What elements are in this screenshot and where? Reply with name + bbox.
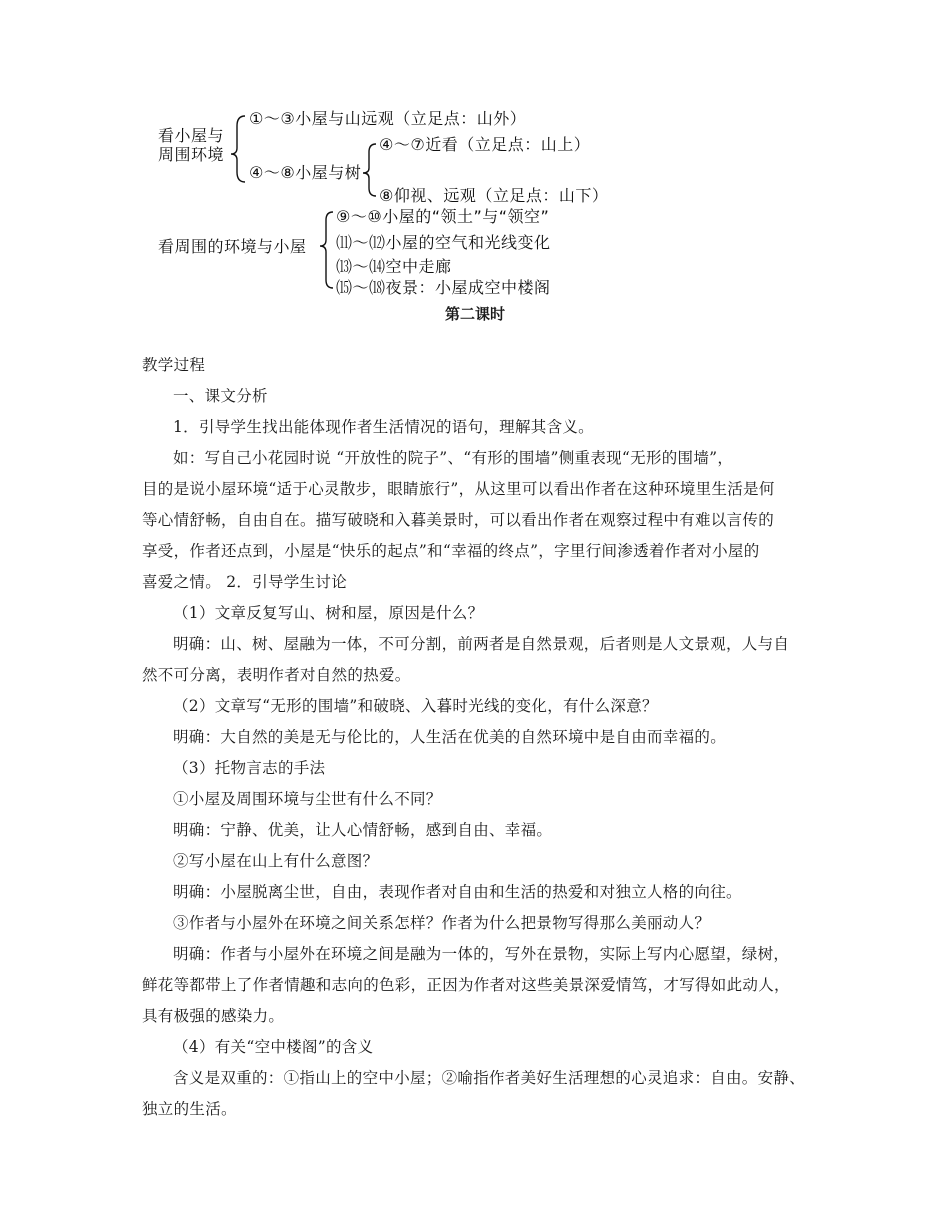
brace-group2 [320, 212, 333, 288]
text-line: 鲜花等都带上了作者情趣和志向的色彩，正因为作者对这些美景深爱情笃，才写得如此动人， [142, 976, 790, 994]
text-line: ①小屋及周围环境与尘世有什么不同？ [173, 790, 442, 808]
text-line: （1）文章反复写山、树和屋，原因是什么？ [173, 604, 484, 622]
group2-label: 看周围的环境与小屋 [158, 237, 307, 256]
text-line: 明确：作者与小屋外在环境之间是融为一体的，写外在景物，实际上写内心愿望，绿树， [173, 945, 790, 963]
diagram-item-2: ④～⑧小屋与树 [249, 163, 362, 182]
text-line: （2）文章写“无形的围墙”和破晓、入暮时光线的变化，有什么深意？ [173, 697, 658, 715]
text-line: 明确：小屋脱离尘世，自由，表现作者对自由和生活的热爱和对独立人格的向往。 [173, 883, 742, 901]
text-line: 目的是说小屋环境“适于心灵散步，眼睛旅行”，从这里可以看出作者在这种环境里生活是何 [142, 480, 775, 498]
text-line: 然不可分离，表明作者对自然的热爱。 [142, 666, 411, 684]
text-line: 具有极强的感染力。 [142, 1007, 285, 1025]
diagram-sub-1: ④～⑦近看（立足点：山上） [379, 135, 591, 154]
brace-sub [363, 144, 376, 196]
diagram-item-5: ⒀～⒁空中走廊 [336, 257, 452, 276]
text-line: 明确：山、树、屋融为一体，不可分割，前两者是自然景观，后者则是人文景观，人与自 [173, 635, 790, 653]
group1-label: 看小屋与周围环境 [158, 126, 225, 164]
section-title: 第二课时 [444, 305, 505, 323]
text-line: 一、课文分析 [173, 387, 268, 405]
text-line: （3）托物言志的手法 [173, 759, 326, 777]
text-line: 等心情舒畅，自由自在。描写破晓和入暮美景时，可以看出作者在观察过程中有难以言传的 [142, 511, 775, 529]
diagram-item-4: ⑾～⑿小屋的空气和光线变化 [336, 233, 551, 252]
text-line: 教学过程 [142, 356, 206, 374]
brace-group1 [231, 116, 245, 182]
diagram-item-1: ①～③小屋与山远观（立足点：山外） [249, 109, 527, 128]
text-line: 明确：宁静、优美，让人心情舒畅，感到自由、幸福。 [173, 821, 553, 839]
structure-diagram [150, 108, 630, 300]
text-line: 含义是双重的：①指山上的空中小屋；②喻指作者美好生活理想的心灵追求：自由。安静、 [173, 1069, 806, 1087]
text-line: 独立的生活。 [142, 1100, 237, 1118]
diagram-item-3: ⑨～⑩小屋的“领土”与“领空” [336, 207, 550, 226]
text-line: 1．引导学生找出能体现作者生活情况的语句，理解其含义。 [173, 418, 594, 436]
diagram-sub-2: ⑧仰视、远观（立足点：山下） [379, 186, 609, 205]
text-line: 享受，作者还点到，小屋是“快乐的起点”和“幸福的终点”，字里行间渗透着作者对小屋的 [142, 542, 760, 560]
text-line: 明确：大自然的美是无与伦比的，人生活在优美的自然环境中是自由而幸福的。 [173, 728, 727, 746]
text-line: ②写小屋在山上有什么意图？ [173, 852, 379, 870]
text-line: 喜爱之情。 2．引导学生讨论 [142, 573, 347, 591]
text-line: （4）有关“空中楼阁”的含义 [173, 1038, 374, 1056]
diagram-item-6: ⒂～⒅夜景：小屋成空中楼阁 [336, 278, 551, 297]
text-line: ③作者与小屋外在环境之间关系怎样？作者为什么把景物写得那么美丽动人？ [173, 914, 711, 932]
text-line: 如：写自己小花园时说 “开放性的院子”、“有形的围墙”侧重表现“无形的围墙”， [173, 449, 734, 467]
